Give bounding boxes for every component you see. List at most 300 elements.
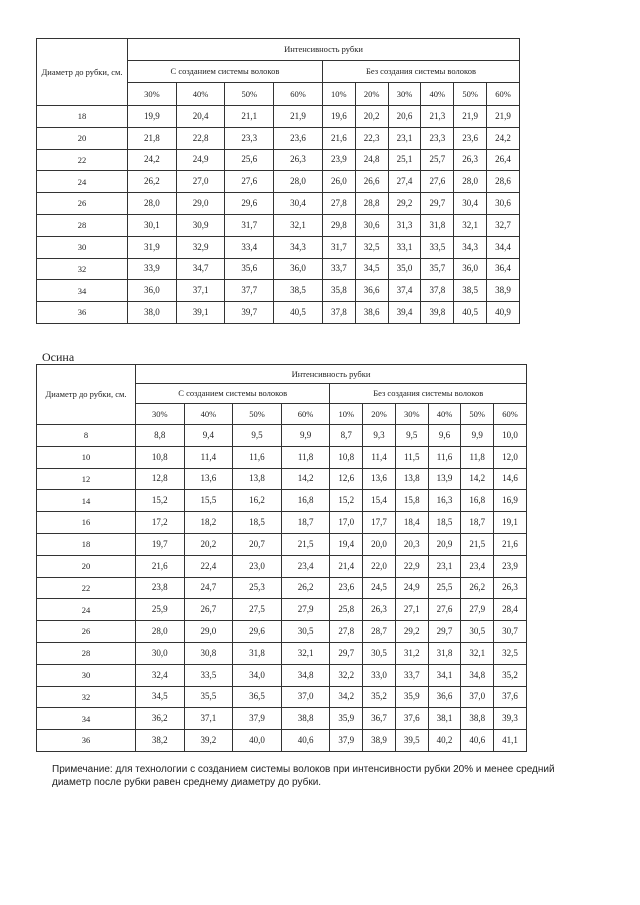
value-cell: 28,0 [136,621,185,643]
table-row [37,425,527,447]
value-cell: 37,8 [322,302,355,324]
value-cell: 36,7 [363,708,396,730]
value-cell: 29,2 [395,621,428,643]
value-cell: 27,8 [330,621,363,643]
value-cell: 33,4 [225,236,274,258]
value-cell: 41,1 [494,730,527,752]
col-header: 60% [487,83,520,106]
value-cell: 35,9 [330,708,363,730]
value-cell: 27,9 [461,599,494,621]
value-cell: 37,9 [233,708,282,730]
value-cell: 15,8 [395,490,428,512]
value-cell: 32,2 [330,664,363,686]
table-row [37,236,520,258]
value-cell: 11,6 [428,446,461,468]
value-cell: 12,0 [494,446,527,468]
value-cell: 22,4 [184,555,233,577]
value-cell: 34,8 [461,664,494,686]
value-cell: 22,8 [176,127,225,149]
value-cell: 13,9 [428,468,461,490]
value-cell: 39,2 [184,730,233,752]
table-row [37,730,527,752]
value-cell: 33,9 [128,258,177,280]
value-cell: 18,2 [184,512,233,534]
value-cell: 28,8 [355,193,388,215]
value-cell: 23,1 [428,555,461,577]
value-cell: 28,0 [274,171,323,193]
table-row [37,555,527,577]
diameter-cell: 16 [37,512,136,534]
value-cell: 9,5 [233,425,282,447]
value-cell: 24,5 [363,577,396,599]
diameter-cell: 24 [37,171,128,193]
value-cell: 32,1 [454,214,487,236]
value-cell: 10,0 [494,425,527,447]
diameter-cell: 34 [37,280,128,302]
value-cell: 29,7 [421,193,454,215]
group-with-header: С созданием системы волоков [136,384,330,404]
value-cell: 29,7 [428,621,461,643]
value-cell: 37,1 [176,280,225,302]
value-cell: 15,2 [330,490,363,512]
diameter-cell: 20 [37,555,136,577]
value-cell: 8,8 [136,425,185,447]
value-cell: 9,6 [428,425,461,447]
value-cell: 40,0 [233,730,282,752]
value-cell: 9,3 [363,425,396,447]
value-cell: 30,5 [461,621,494,643]
value-cell: 14,6 [494,468,527,490]
value-cell: 33,0 [363,664,396,686]
table-body [37,106,520,324]
value-cell: 11,8 [461,446,494,468]
value-cell: 32,9 [176,236,225,258]
value-cell: 33,7 [395,664,428,686]
diameter-cell: 14 [37,490,136,512]
value-cell: 39,3 [494,708,527,730]
value-cell: 38,6 [355,302,388,324]
value-cell: 25,6 [225,149,274,171]
value-cell: 34,7 [176,258,225,280]
value-cell: 30,1 [128,214,177,236]
value-cell: 39,1 [176,302,225,324]
value-cell: 36,5 [233,686,282,708]
value-cell: 39,8 [421,302,454,324]
footnote: Примечание: для технологии с созданием системы волоков при интенсивности рубки 20% и менее средний диаметр после рубки равен среднему диаметру до рубки. [52,764,555,788]
value-cell: 30,5 [281,621,330,643]
diameter-cell: 32 [37,686,136,708]
value-cell: 23,6 [454,127,487,149]
value-cell: 38,5 [454,280,487,302]
value-cell: 40,6 [281,730,330,752]
diameter-cell: 26 [37,621,136,643]
group-without-header: Без создания системы волоков [330,384,527,404]
value-cell: 26,2 [281,577,330,599]
table-row [37,302,520,324]
value-cell: 28,4 [494,599,527,621]
value-cell: 29,6 [225,193,274,215]
table-row [37,149,520,171]
value-cell: 11,4 [184,446,233,468]
col-header: 40% [428,404,461,425]
col-header: 40% [176,83,225,106]
value-cell: 30,7 [494,621,527,643]
value-cell: 34,1 [428,664,461,686]
value-cell: 36,4 [487,258,520,280]
col-header: 10% [322,83,355,106]
value-cell: 37,4 [388,280,421,302]
value-cell: 26,7 [184,599,233,621]
value-cell: 32,1 [281,642,330,664]
value-cell: 24,9 [176,149,225,171]
group-without-header: Без создания системы волоков [322,61,519,83]
table-aspen-data [36,364,527,752]
value-cell: 29,6 [233,621,282,643]
col-header: 40% [184,404,233,425]
table-row [37,446,527,468]
value-cell: 24,2 [128,149,177,171]
value-cell: 25,7 [421,149,454,171]
value-cell: 21,1 [225,106,274,128]
diameter-cell: 18 [37,106,128,128]
value-cell: 40,5 [274,302,323,324]
value-cell: 37,0 [281,686,330,708]
table-row [37,171,520,193]
value-cell: 23,4 [281,555,330,577]
value-cell: 39,4 [388,302,421,324]
value-cell: 21,5 [281,533,330,555]
table-row [37,258,520,280]
value-cell: 29,0 [184,621,233,643]
col-header: 40% [421,83,454,106]
value-cell: 38,0 [128,302,177,324]
col-header: 20% [363,404,396,425]
value-cell: 23,6 [274,127,323,149]
value-cell: 26,3 [274,149,323,171]
value-cell: 26,3 [494,577,527,599]
value-cell: 28,0 [454,171,487,193]
value-cell: 36,0 [128,280,177,302]
value-cell: 9,4 [184,425,233,447]
diameter-cell: 10 [37,446,136,468]
value-cell: 35,8 [322,280,355,302]
diameter-cell: 36 [37,730,136,752]
col-header: 50% [233,404,282,425]
value-cell: 32,5 [494,642,527,664]
value-cell: 22,3 [355,127,388,149]
value-cell: 9,9 [461,425,494,447]
value-cell: 21,6 [136,555,185,577]
value-cell: 16,3 [428,490,461,512]
value-cell: 37,7 [225,280,274,302]
value-cell: 32,7 [487,214,520,236]
value-cell: 31,9 [128,236,177,258]
value-cell: 17,2 [136,512,185,534]
value-cell: 24,7 [184,577,233,599]
diameter-cell: 30 [37,236,128,258]
table-row [37,214,520,236]
value-cell: 37,8 [421,280,454,302]
value-cell: 8,7 [330,425,363,447]
value-cell: 35,7 [421,258,454,280]
value-cell: 19,4 [330,533,363,555]
value-cell: 19,1 [494,512,527,534]
value-cell: 18,4 [395,512,428,534]
value-cell: 21,9 [454,106,487,128]
value-cell: 34,5 [355,258,388,280]
value-cell: 25,5 [428,577,461,599]
value-cell: 38,1 [428,708,461,730]
table-row [37,621,527,643]
value-cell: 33,5 [184,664,233,686]
value-cell: 19,7 [136,533,185,555]
table-row [37,468,527,490]
value-cell: 32,1 [274,214,323,236]
table-row [37,512,527,534]
value-cell: 26,3 [454,149,487,171]
value-cell: 25,8 [330,599,363,621]
value-cell: 20,2 [184,533,233,555]
value-cell: 25,9 [136,599,185,621]
value-cell: 37,0 [461,686,494,708]
diameter-cell: 12 [37,468,136,490]
value-cell: 18,5 [233,512,282,534]
value-cell: 34,8 [281,664,330,686]
value-cell: 35,9 [395,686,428,708]
value-cell: 26,6 [355,171,388,193]
value-cell: 14,2 [281,468,330,490]
value-cell: 38,9 [363,730,396,752]
value-cell: 31,3 [388,214,421,236]
intensity-header: Интенсивность рубки [128,39,520,61]
value-cell: 10,8 [136,446,185,468]
diameter-cell: 22 [37,149,128,171]
col-header: 60% [494,404,527,425]
value-cell: 24,2 [487,127,520,149]
table-row [37,686,527,708]
value-cell: 25,3 [233,577,282,599]
value-cell: 33,5 [421,236,454,258]
diameter-cell: 28 [37,214,128,236]
diameter-cell: 8 [37,425,136,447]
col-header: 50% [454,83,487,106]
value-cell: 13,8 [395,468,428,490]
value-cell: 30,8 [184,642,233,664]
value-cell: 21,3 [421,106,454,128]
value-cell: 16,9 [494,490,527,512]
value-cell: 28,6 [487,171,520,193]
value-cell: 28,0 [128,193,177,215]
value-cell: 27,9 [281,599,330,621]
value-cell: 27,6 [225,171,274,193]
table-row [37,664,527,686]
value-cell: 35,0 [388,258,421,280]
value-cell: 34,4 [487,236,520,258]
col-header: 60% [281,404,330,425]
value-cell: 12,8 [136,468,185,490]
col-header: 30% [136,404,185,425]
value-cell: 36,0 [274,258,323,280]
value-cell: 23,6 [330,577,363,599]
table-row [37,642,527,664]
value-cell: 40,6 [461,730,494,752]
group-with-header: С созданием системы волоков [128,61,323,83]
value-cell: 11,4 [363,446,396,468]
value-cell: 13,6 [363,468,396,490]
section-title-aspen: Осина [42,350,75,364]
value-cell: 27,0 [176,171,225,193]
value-cell: 27,1 [395,599,428,621]
value-cell: 33,7 [322,258,355,280]
value-cell: 38,5 [274,280,323,302]
diameter-cell: 26 [37,193,128,215]
value-cell: 34,3 [454,236,487,258]
value-cell: 27,8 [322,193,355,215]
table-row [37,490,527,512]
value-cell: 24,8 [355,149,388,171]
value-cell: 13,6 [184,468,233,490]
value-cell: 18,5 [428,512,461,534]
value-cell: 31,7 [322,236,355,258]
value-cell: 21,9 [274,106,323,128]
table-row [37,708,527,730]
value-cell: 17,7 [363,512,396,534]
value-cell: 23,9 [322,149,355,171]
value-cell: 30,4 [274,193,323,215]
value-cell: 17,0 [330,512,363,534]
value-cell: 19,9 [128,106,177,128]
value-cell: 37,6 [494,686,527,708]
value-cell: 19,6 [322,106,355,128]
value-cell: 40,2 [428,730,461,752]
value-cell: 31,8 [233,642,282,664]
value-cell: 12,6 [330,468,363,490]
value-cell: 30,6 [487,193,520,215]
value-cell: 30,0 [136,642,185,664]
value-cell: 21,9 [487,106,520,128]
value-cell: 35,5 [184,686,233,708]
value-cell: 29,2 [388,193,421,215]
value-cell: 40,9 [487,302,520,324]
value-cell: 11,5 [395,446,428,468]
diameter-cell: 32 [37,258,128,280]
value-cell: 26,3 [363,599,396,621]
value-cell: 26,2 [461,577,494,599]
value-cell: 33,1 [388,236,421,258]
value-cell: 21,4 [330,555,363,577]
value-cell: 15,4 [363,490,396,512]
value-cell: 10,8 [330,446,363,468]
value-cell: 38,2 [136,730,185,752]
value-cell: 13,8 [233,468,282,490]
value-cell: 30,5 [363,642,396,664]
value-cell: 38,8 [281,708,330,730]
value-cell: 35,6 [225,258,274,280]
col-header: 30% [395,404,428,425]
diameter-cell: 34 [37,708,136,730]
value-cell: 21,5 [461,533,494,555]
table-row [37,280,520,302]
value-cell: 28,7 [363,621,396,643]
value-cell: 9,9 [281,425,330,447]
value-cell: 34,0 [233,664,282,686]
value-cell: 23,1 [388,127,421,149]
value-cell: 30,6 [355,214,388,236]
diam-header: Диаметр до рубки, см. [37,39,128,106]
diameter-cell: 22 [37,577,136,599]
value-cell: 24,9 [395,577,428,599]
table-row [37,106,520,128]
value-cell: 29,7 [330,642,363,664]
value-cell: 21,6 [494,533,527,555]
value-cell: 16,8 [461,490,494,512]
value-cell: 31,7 [225,214,274,236]
col-header: 20% [355,83,388,106]
value-cell: 32,5 [355,236,388,258]
value-cell: 23,8 [136,577,185,599]
value-cell: 37,9 [330,730,363,752]
col-header: 30% [128,83,177,106]
value-cell: 26,4 [487,149,520,171]
value-cell: 20,3 [395,533,428,555]
value-cell: 32,1 [461,642,494,664]
value-cell: 31,8 [421,214,454,236]
intensity-header: Интенсивность рубки [136,365,527,384]
value-cell: 29,0 [176,193,225,215]
value-cell: 26,2 [128,171,177,193]
value-cell: 21,8 [128,127,177,149]
col-header: 30% [388,83,421,106]
value-cell: 23,4 [461,555,494,577]
col-header: 10% [330,404,363,425]
value-cell: 23,9 [494,555,527,577]
table-birch-data [36,38,520,324]
value-cell: 20,7 [233,533,282,555]
value-cell: 35,2 [363,686,396,708]
value-cell: 15,5 [184,490,233,512]
diameter-cell: 36 [37,302,128,324]
value-cell: 14,2 [461,468,494,490]
value-cell: 40,5 [454,302,487,324]
value-cell: 36,6 [355,280,388,302]
value-cell: 16,2 [233,490,282,512]
value-cell: 37,6 [395,708,428,730]
diameter-cell: 24 [37,599,136,621]
value-cell: 39,7 [225,302,274,324]
col-header: 50% [461,404,494,425]
value-cell: 25,1 [388,149,421,171]
value-cell: 11,8 [281,446,330,468]
value-cell: 27,6 [421,171,454,193]
col-header: 50% [225,83,274,106]
value-cell: 31,8 [428,642,461,664]
value-cell: 22,0 [363,555,396,577]
value-cell: 34,3 [274,236,323,258]
value-cell: 36,0 [454,258,487,280]
value-cell: 39,5 [395,730,428,752]
table-row [37,533,527,555]
value-cell: 20,6 [388,106,421,128]
value-cell: 34,5 [136,686,185,708]
diameter-cell: 30 [37,664,136,686]
diameter-cell: 18 [37,533,136,555]
value-cell: 23,0 [233,555,282,577]
value-cell: 18,7 [281,512,330,534]
value-cell: 38,9 [487,280,520,302]
value-cell: 32,4 [136,664,185,686]
value-cell: 27,6 [428,599,461,621]
value-cell: 27,5 [233,599,282,621]
